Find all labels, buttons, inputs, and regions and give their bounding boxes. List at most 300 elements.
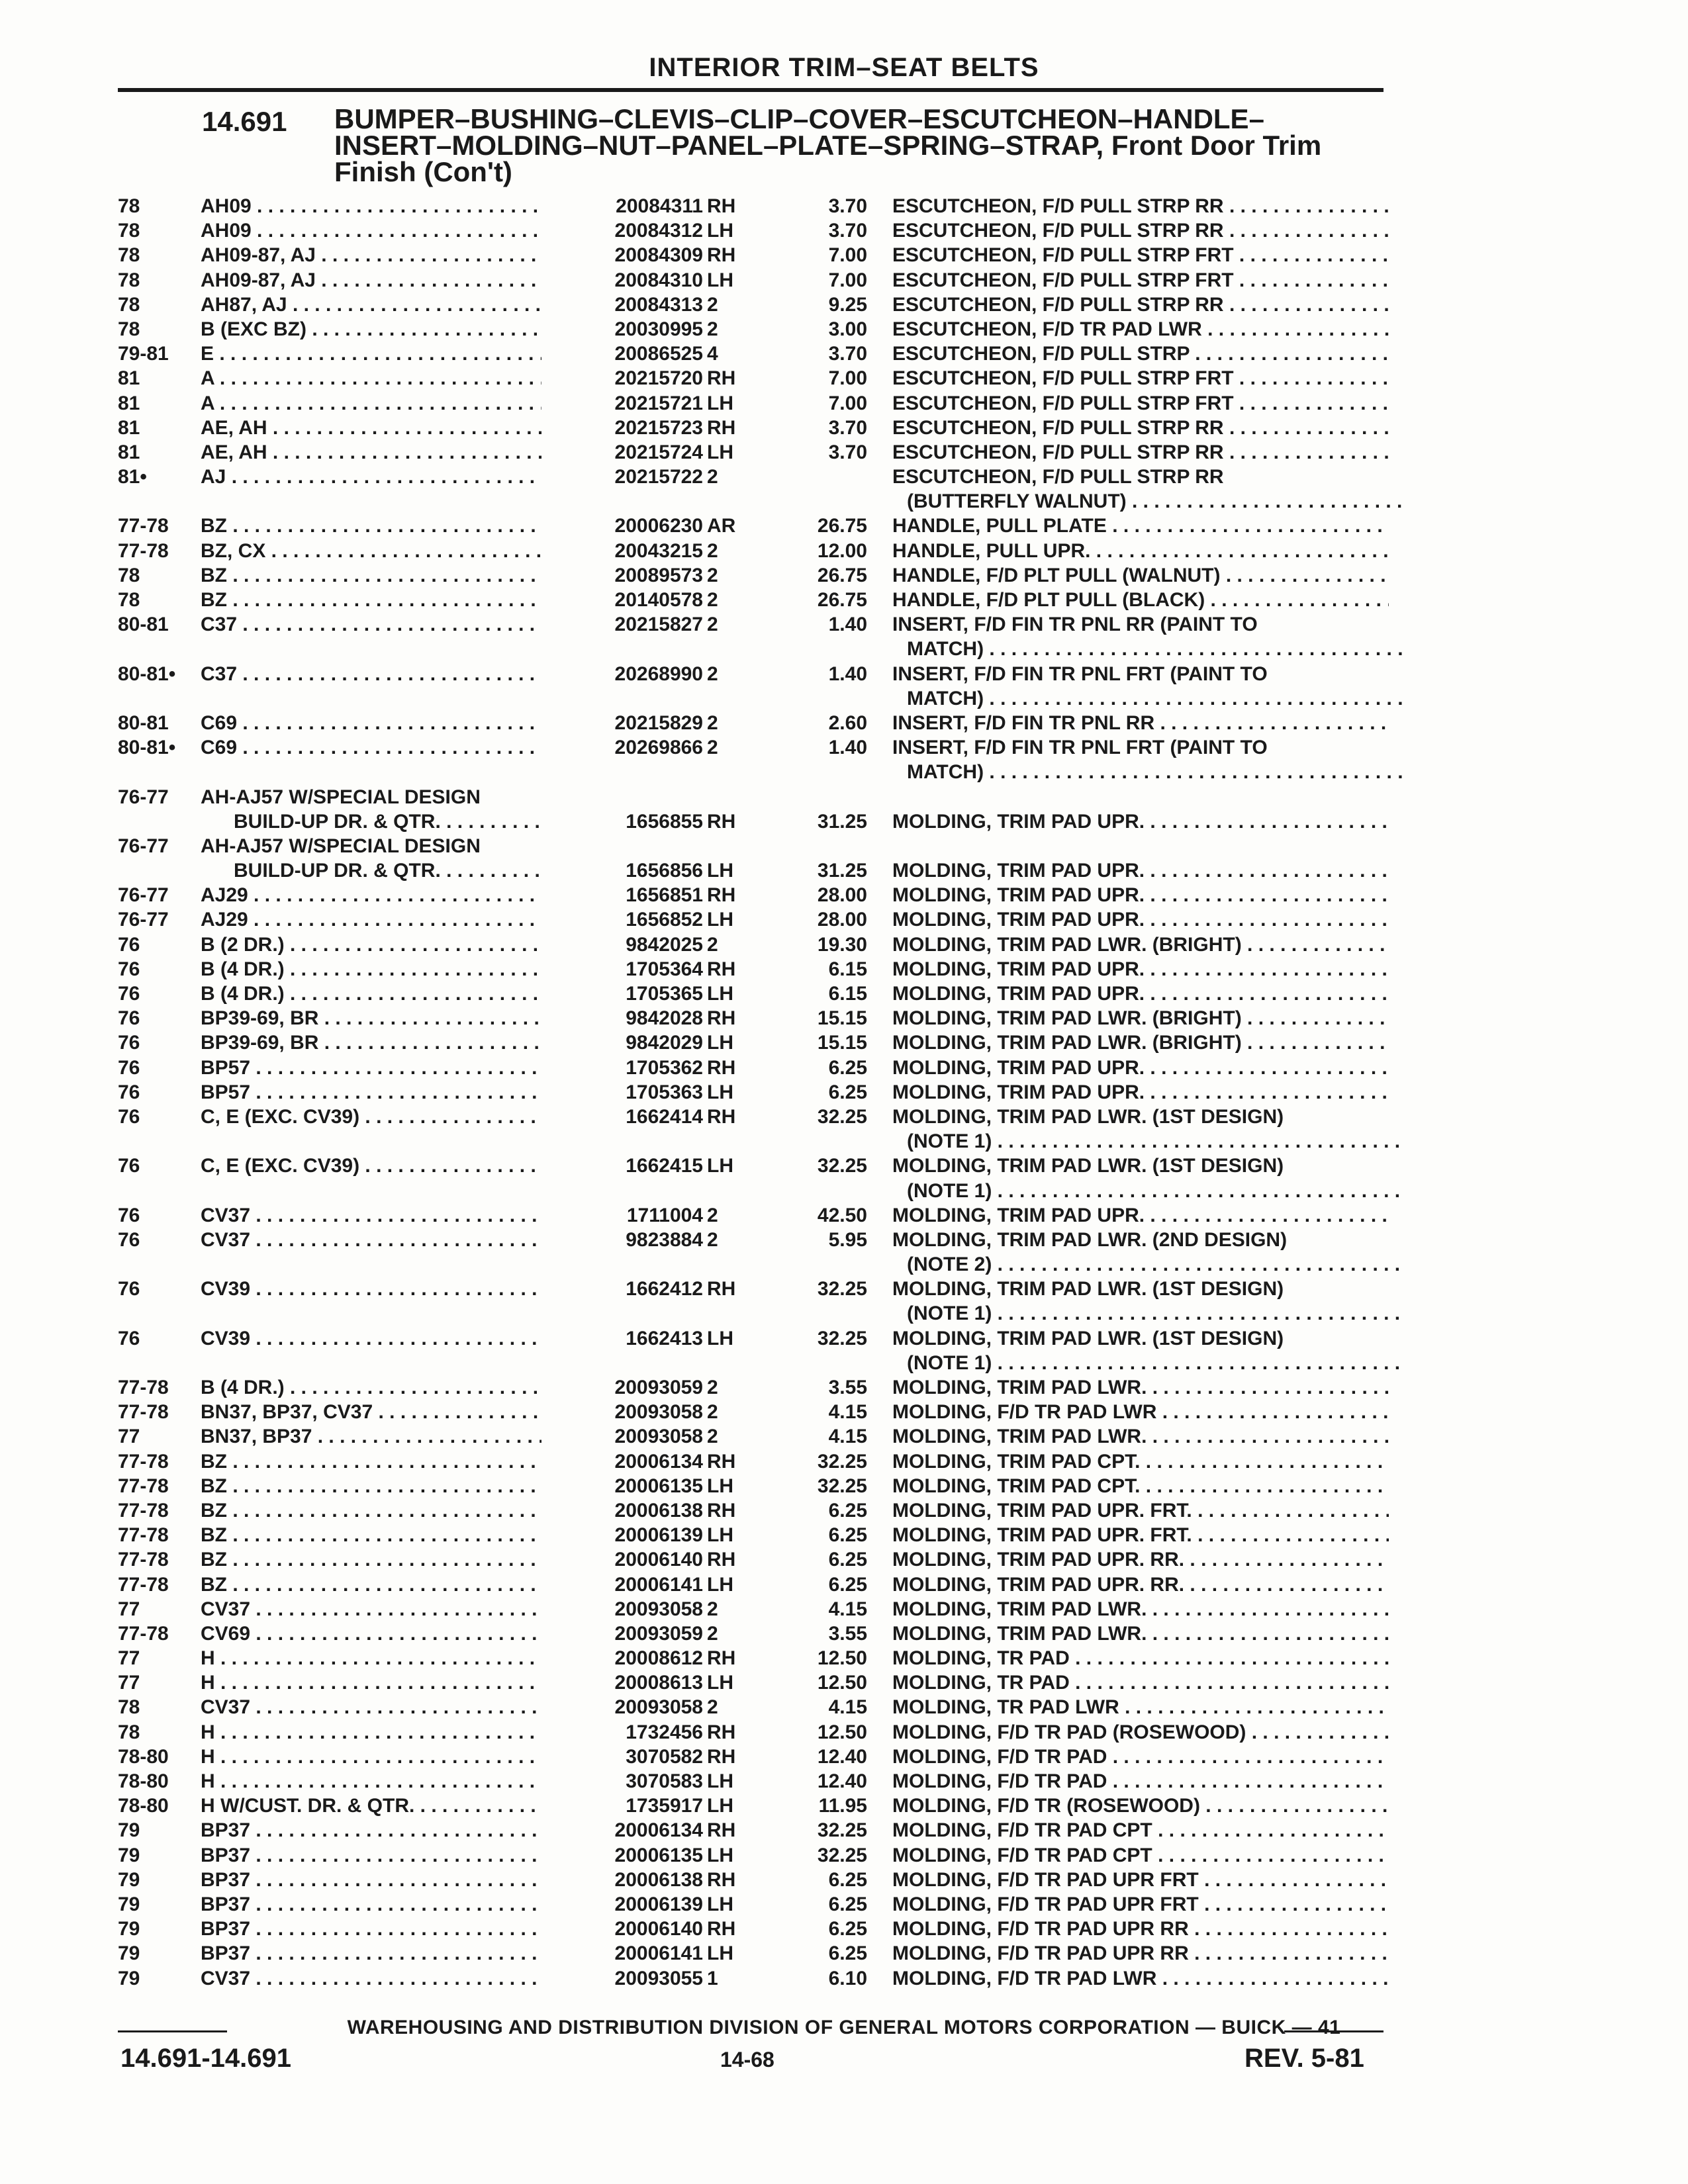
table-row (118, 293, 1387, 317)
table-row (118, 317, 1387, 341)
year-cell: 76-77 (118, 884, 169, 907)
header-rule (118, 88, 1383, 92)
table-row (118, 858, 1387, 883)
model-cell: B (4 DR.) . . . (201, 981, 664, 1006)
price-cell: 6.25 (828, 1573, 867, 1596)
part-number-cell: 1662412 (541, 1277, 703, 1301)
year-cell: 77-78 (118, 1622, 169, 1645)
part-number-cell: 20093058 (541, 1400, 703, 1424)
part-number-cell: 20006134 (541, 1818, 703, 1843)
price-cell (793, 1301, 867, 1326)
table-row (118, 194, 1387, 218)
year-cell: 76-77 (118, 835, 169, 857)
description-cell: (NOTE 1) . . . (892, 1179, 1403, 1203)
price-cell: 3.55 (828, 1622, 867, 1645)
year-cell: 78 (118, 589, 140, 611)
price-cell: 4.15 (828, 1598, 867, 1620)
year-cell: 81 (118, 367, 140, 390)
part-number-cell: 9842028 (541, 1006, 703, 1030)
model-cell: B (4 DR.) . . . (201, 1375, 664, 1400)
year-cell: 77-78 (118, 1450, 169, 1473)
year-cell: 77-78 (118, 1573, 169, 1596)
model-cell: BP37 . . . (201, 1843, 664, 1868)
quantity-cell: RH (707, 884, 736, 907)
table-row (118, 1941, 1387, 1966)
table-row (118, 341, 1387, 366)
price-cell: 32.25 (817, 1819, 867, 1842)
description-cell: MOLDING, TRIM PAD LWR. . . . (892, 1597, 1389, 1621)
description-cell: MOLDING, TR PAD LWR . . . (892, 1695, 1389, 1719)
part-number-cell: 20093059 (541, 1375, 703, 1400)
table-row (118, 711, 1387, 735)
part-number-cell: 20084311 (541, 194, 703, 218)
part-number-cell: 20093055 (541, 1966, 703, 1991)
table-row (118, 1277, 1387, 1301)
description-cell: MOLDING, TR PAD . . . (892, 1646, 1389, 1670)
table-row (118, 612, 1387, 637)
year-cell: 78 (118, 318, 140, 340)
part-number-cell (541, 1129, 703, 1154)
description-cell: MOLDING, TRIM PAD UPR. . . . (892, 883, 1389, 907)
model-cell: BZ . . . (201, 514, 664, 538)
table-row (118, 637, 1387, 661)
year-cell: 79 (118, 1868, 140, 1891)
year-cell: 76 (118, 933, 140, 956)
year-cell: 80-81• (118, 662, 176, 685)
quantity-cell: 2 (707, 1622, 718, 1645)
price-cell: 15.15 (817, 1032, 867, 1054)
part-number-cell: 20093058 (541, 1597, 703, 1621)
model-cell: BZ . . . (201, 1449, 664, 1474)
price-cell: 32.25 (817, 1105, 867, 1128)
description-cell: ESCUTCHEON, F/D PULL STRP RR . . . (892, 440, 1389, 465)
part-number-cell: 20093058 (541, 1424, 703, 1449)
quantity-cell: LH (707, 392, 733, 414)
price-cell: 6.10 (828, 1967, 867, 1989)
table-row (118, 735, 1387, 760)
year-cell: 77-78 (118, 1401, 169, 1424)
table-row (118, 1720, 1387, 1745)
table-row (118, 391, 1387, 416)
description-cell: MOLDING, F/D TR PAD (ROSEWOOD) . . . (892, 1720, 1389, 1745)
year-cell (118, 858, 196, 883)
table-row (118, 1966, 1387, 1991)
model-cell: BZ . . . (201, 1523, 664, 1547)
price-cell: 12.00 (817, 539, 867, 562)
part-number-cell: 20006135 (541, 1474, 703, 1498)
price-cell: 3.70 (828, 441, 867, 463)
part-number-cell: 20084312 (541, 218, 703, 243)
table-row (118, 489, 1387, 514)
price-cell: 26.75 (817, 564, 867, 586)
model-cell: C37 . . . (201, 662, 664, 686)
year-cell: 77-78 (118, 539, 169, 562)
quantity-cell: 2 (707, 589, 718, 611)
year-cell: 76-77 (118, 786, 169, 808)
description-cell: MOLDING, F/D TR PAD LWR . . . (892, 1966, 1389, 1991)
part-number-cell: 1656856 (541, 858, 703, 883)
price-cell: 3.70 (828, 416, 867, 439)
part-number-cell: 20268990 (541, 662, 703, 686)
table-row (118, 1572, 1387, 1597)
quantity-cell: 2 (707, 1426, 718, 1448)
year-cell: 79 (118, 1942, 140, 1965)
part-number-cell: 20086525 (541, 341, 703, 366)
year-cell: 80-81• (118, 737, 176, 759)
model-cell: C37 . . . (201, 612, 664, 637)
description-cell: MOLDING, F/D TR PAD CPT . . . (892, 1818, 1389, 1843)
part-number-cell: 1662413 (541, 1326, 703, 1351)
model-cell: C, E (EXC. CV39) . . . (201, 1154, 664, 1178)
table-row (118, 1745, 1387, 1769)
quantity-cell: RH (707, 958, 736, 980)
table-row (118, 366, 1387, 390)
description-cell: ESCUTCHEON, F/D PULL STRP FRT . . . (892, 366, 1389, 390)
description-cell: MOLDING, TRIM PAD UPR. . . . (892, 981, 1389, 1006)
description-cell: MOLDING, TR PAD . . . (892, 1670, 1389, 1695)
year-cell: 80-81 (118, 711, 169, 734)
model-cell: BP37 . . . (201, 1892, 664, 1917)
part-number-cell: 1656852 (541, 907, 703, 932)
price-cell: 32.25 (817, 1475, 867, 1497)
description-cell: MOLDING, TRIM PAD LWR. (BRIGHT) . . . (892, 933, 1389, 957)
table-row (118, 1301, 1387, 1326)
part-number-cell: 20043215 (541, 539, 703, 563)
quantity-cell: RH (707, 416, 736, 439)
description-cell: MOLDING, TRIM PAD UPR. . . . (892, 1056, 1389, 1080)
price-cell: 6.15 (828, 958, 867, 980)
table-row (118, 785, 1387, 809)
quantity-cell (707, 686, 780, 711)
table-row (118, 1179, 1387, 1203)
model-cell: H . . . (201, 1769, 664, 1794)
price-cell (793, 1252, 867, 1277)
quantity-cell: RH (707, 195, 736, 217)
price-cell: 12.50 (817, 1647, 867, 1670)
table-row (118, 834, 1387, 858)
part-number-cell: 20093059 (541, 1621, 703, 1646)
quantity-cell: LH (707, 1844, 733, 1866)
year-cell: 76 (118, 1081, 140, 1103)
year-cell: 78 (118, 1696, 140, 1719)
description-cell: HANDLE, PULL PLATE . . . (892, 514, 1389, 538)
year-cell: 76 (118, 983, 140, 1005)
parts-list (118, 194, 1387, 1991)
price-cell: 6.25 (828, 1549, 867, 1571)
model-cell: C, E (EXC. CV39) . . . (201, 1105, 664, 1129)
model-cell: C69 . . . (201, 735, 664, 760)
quantity-cell: LH (707, 441, 733, 463)
quantity-cell: LH (707, 220, 733, 242)
model-cell: AE, AH . . . (201, 440, 664, 465)
part-number-cell: 20006139 (541, 1523, 703, 1547)
year-cell: 76 (118, 1105, 140, 1128)
footer-section-range: 14.691-14.691 (120, 2044, 292, 2073)
price-cell (793, 834, 867, 858)
part-number-cell: 1705364 (541, 957, 703, 981)
model-cell: C69 . . . (201, 711, 664, 735)
part-number-cell: 20006138 (541, 1868, 703, 1892)
table-row (118, 1030, 1387, 1055)
year-cell (118, 760, 196, 784)
model-cell: BZ . . . (201, 1498, 664, 1523)
description-cell: HANDLE, F/D PLT PULL (WALNUT) . . . (892, 563, 1389, 588)
part-number-cell: 20215720 (541, 366, 703, 390)
year-cell: 78 (118, 293, 140, 316)
price-cell: 7.00 (828, 269, 867, 291)
table-row (118, 809, 1387, 834)
price-cell: 4.15 (828, 1401, 867, 1424)
part-number-cell (541, 1252, 703, 1277)
model-cell: CV37 . . . (201, 1597, 664, 1621)
description-cell: MOLDING, TRIM PAD LWR. (1ST DESIGN) (892, 1155, 1284, 1177)
description-cell: MOLDING, TRIM PAD LWR. . . . (892, 1424, 1389, 1449)
quantity-cell: 2 (707, 1696, 718, 1719)
model-cell: H . . . (201, 1670, 664, 1695)
description-cell: MOLDING, TRIM PAD UPR. . . . (892, 809, 1389, 834)
part-number-cell: 20089573 (541, 563, 703, 588)
quantity-cell (707, 834, 780, 858)
part-number-cell: 1705363 (541, 1080, 703, 1105)
description-cell: ESCUTCHEON, F/D TR PAD LWR . . . (892, 317, 1389, 341)
price-cell: 3.70 (828, 343, 867, 365)
quantity-cell: LH (707, 1475, 733, 1497)
table-row (118, 1400, 1387, 1424)
model-cell: CV39 . . . (201, 1326, 664, 1351)
part-number-cell (541, 489, 703, 514)
price-cell: 6.25 (828, 1056, 867, 1079)
part-number-cell: 20008613 (541, 1670, 703, 1695)
part-number-cell: 20006230 (541, 514, 703, 538)
model-cell: BP37 . . . (201, 1868, 664, 1892)
description-cell: MOLDING, F/D TR PAD CPT . . . (892, 1843, 1389, 1868)
quantity-cell: LH (707, 1573, 733, 1596)
part-number-cell: 20030995 (541, 317, 703, 341)
model-cell: BZ, CX . . . (201, 539, 664, 563)
description-cell: MOLDING, F/D TR PAD . . . (892, 1745, 1389, 1769)
part-number-cell: 20215827 (541, 612, 703, 637)
price-cell: 6.25 (828, 1942, 867, 1965)
model-cell: BP37 . . . (201, 1818, 664, 1843)
price-cell: 5.95 (828, 1228, 867, 1251)
table-row (118, 1843, 1387, 1868)
model-cell: BN37, BP37 . . . (201, 1424, 664, 1449)
description-cell: ESCUTCHEON, F/D PULL STRP RR . . . (892, 416, 1389, 440)
year-cell (118, 686, 196, 711)
description-cell: HANDLE, F/D PLT PULL (BLACK) . . . (892, 588, 1389, 612)
year-cell (118, 1179, 196, 1203)
year-cell: 76 (118, 1204, 140, 1226)
quantity-cell: LH (707, 1524, 733, 1547)
description-cell: MOLDING, TRIM PAD LWR. . . . (892, 1621, 1389, 1646)
table-row (118, 1252, 1387, 1277)
description-cell: MOLDING, F/D TR PAD UPR FRT . . . (892, 1892, 1389, 1917)
price-cell: 6.25 (828, 1893, 867, 1915)
part-number-cell: 9823884 (541, 1228, 703, 1252)
table-row (118, 1129, 1387, 1154)
table-row (118, 1154, 1387, 1178)
model-cell: AJ . . . (201, 465, 664, 489)
quantity-cell: RH (707, 1278, 736, 1300)
year-cell: 77-78 (118, 515, 169, 537)
quantity-cell: 2 (707, 293, 718, 316)
footer-page-number: 14-68 (720, 2048, 774, 2071)
part-number-cell: 20215829 (541, 711, 703, 735)
price-cell (793, 1351, 867, 1375)
year-cell (118, 489, 196, 514)
table-row (118, 1794, 1387, 1818)
table-row (118, 1326, 1387, 1351)
model-cell: BUILD-UP DR. & QTR. . . . (201, 858, 697, 883)
description-cell: MOLDING, TRIM PAD UPR. RR. . . . (892, 1572, 1389, 1597)
description-cell: INSERT, F/D FIN TR PNL RR . . . (892, 711, 1389, 735)
table-row (118, 1228, 1387, 1252)
table-row (118, 1105, 1387, 1129)
year-cell: 76 (118, 1032, 140, 1054)
year-cell: 77-78 (118, 1524, 169, 1547)
year-cell: 77 (118, 1426, 140, 1448)
table-row (118, 1080, 1387, 1105)
part-number-cell: 3070582 (541, 1745, 703, 1769)
year-cell: 78 (118, 564, 140, 586)
description-cell: MOLDING, TRIM PAD LWR. (2ND DESIGN) (892, 1228, 1288, 1251)
model-cell: BUILD-UP DR. & QTR. . . . (201, 809, 697, 834)
price-cell: 6.25 (828, 1081, 867, 1103)
table-row (118, 760, 1387, 784)
quantity-cell: LH (707, 909, 733, 931)
table-row (118, 514, 1387, 538)
model-cell: BP57 . . . (201, 1080, 664, 1105)
quantity-cell (707, 1252, 780, 1277)
model-cell: AJ29 . . . (201, 883, 664, 907)
price-cell: 3.00 (828, 318, 867, 340)
price-cell: 6.25 (828, 1918, 867, 1940)
part-number-cell: 9842025 (541, 933, 703, 957)
quantity-cell: 2 (707, 564, 718, 586)
description-cell: MOLDING, TRIM PAD UPR. RR. . . . (892, 1547, 1389, 1572)
part-number-cell: 1711004 (541, 1203, 703, 1228)
quantity-cell (707, 1351, 780, 1375)
description-cell: MOLDING, TRIM PAD UPR. . . . (892, 858, 1389, 883)
quantity-cell: RH (707, 1549, 736, 1571)
year-cell: 79 (118, 1844, 140, 1866)
year-cell (118, 1351, 196, 1375)
model-cell: B (EXC BZ) . . . (201, 317, 664, 341)
part-number-cell: 20006141 (541, 1572, 703, 1597)
price-cell: 12.40 (817, 1745, 867, 1768)
part-number-cell: 20215722 (541, 465, 703, 489)
year-cell: 81• (118, 466, 147, 488)
year-cell: 81 (118, 441, 140, 463)
description-cell: MOLDING, TRIM PAD LWR. (1ST DESIGN) (892, 1327, 1284, 1349)
description-cell: MOLDING, TRIM PAD LWR. (1ST DESIGN) (892, 1278, 1284, 1300)
quantity-cell: RH (707, 1007, 736, 1030)
quantity-cell: RH (707, 810, 736, 833)
table-row (118, 563, 1387, 588)
part-number-cell: 20093058 (541, 1695, 703, 1719)
part-number-cell: 1662414 (541, 1105, 703, 1129)
quantity-cell: RH (707, 1721, 736, 1743)
year-cell: 76 (118, 1327, 140, 1349)
quantity-cell: 2 (707, 614, 718, 636)
quantity-cell: 2 (707, 1401, 718, 1424)
part-number-cell: 9842029 (541, 1030, 703, 1055)
price-cell: 42.50 (817, 1204, 867, 1226)
table-row (118, 1449, 1387, 1474)
year-cell: 76 (118, 1278, 140, 1300)
quantity-cell: 2 (707, 539, 718, 562)
price-cell: 6.25 (828, 1524, 867, 1547)
table-row (118, 1523, 1387, 1547)
quantity-cell (707, 1129, 780, 1154)
description-cell: (NOTE 2) . . . (892, 1252, 1403, 1277)
quantity-cell: 1 (707, 1967, 718, 1989)
table-row (118, 1006, 1387, 1030)
price-cell: 15.15 (817, 1007, 867, 1030)
model-cell: CV37 . . . (201, 1966, 664, 1991)
model-cell: AJ29 . . . (201, 907, 664, 932)
part-number-cell (541, 637, 703, 661)
table-row (118, 539, 1387, 563)
quantity-cell: 2 (707, 1598, 718, 1620)
part-number-cell: 20215721 (541, 391, 703, 416)
quantity-cell: RH (707, 1918, 736, 1940)
table-row (118, 1424, 1387, 1449)
part-number-cell: 20215723 (541, 416, 703, 440)
year-cell: 79 (118, 1893, 140, 1915)
price-cell: 6.15 (828, 983, 867, 1005)
description-cell: (NOTE 1) . . . (892, 1351, 1403, 1375)
quantity-cell: AR (707, 515, 736, 537)
year-cell (118, 1301, 196, 1326)
year-cell: 76-77 (118, 909, 169, 931)
table-row (118, 465, 1387, 489)
description-cell: MOLDING, F/D TR PAD LWR . . . (892, 1400, 1389, 1424)
footer-publisher-line: WAREHOUSING AND DISTRIBUTION DIVISION OF GENERAL MOTORS CORPORATION — BUICK — 41 (347, 2017, 1341, 2038)
year-cell: 77-78 (118, 1377, 169, 1398)
part-number-cell (541, 785, 703, 809)
quantity-cell: RH (707, 1056, 736, 1079)
description-cell: MOLDING, F/D TR PAD UPR FRT . . . (892, 1868, 1389, 1892)
table-row (118, 1892, 1387, 1917)
part-number-cell: 1656851 (541, 883, 703, 907)
description-cell: ESCUTCHEON, F/D PULL STRP RR . . . (892, 293, 1389, 317)
quantity-cell: 2 (707, 737, 718, 759)
price-cell (793, 760, 867, 784)
table-row (118, 1203, 1387, 1228)
part-number-cell: 1656855 (541, 809, 703, 834)
year-cell: 77 (118, 1672, 140, 1694)
year-cell (118, 1129, 196, 1154)
part-number-cell: 20140578 (541, 588, 703, 612)
part-number-cell: 20006140 (541, 1917, 703, 1941)
description-cell: (BUTTERFLY WALNUT) . . . (892, 489, 1403, 514)
price-cell (793, 1179, 867, 1203)
part-number-cell (541, 760, 703, 784)
description-cell: INSERT, F/D FIN TR PNL RR (PAINT TO (892, 614, 1258, 636)
price-cell: 32.25 (817, 1450, 867, 1473)
quantity-cell (707, 1179, 780, 1203)
year-cell (118, 637, 196, 661)
table-row (118, 1818, 1387, 1843)
price-cell (793, 686, 867, 711)
table-row (118, 957, 1387, 981)
price-cell: 11.95 (818, 1795, 867, 1817)
year-cell: 78 (118, 1721, 140, 1743)
description-cell: MOLDING, TRIM PAD LWR. (BRIGHT) . . . (892, 1030, 1389, 1055)
price-cell: 1.40 (828, 737, 867, 759)
price-cell: 3.70 (828, 220, 867, 242)
